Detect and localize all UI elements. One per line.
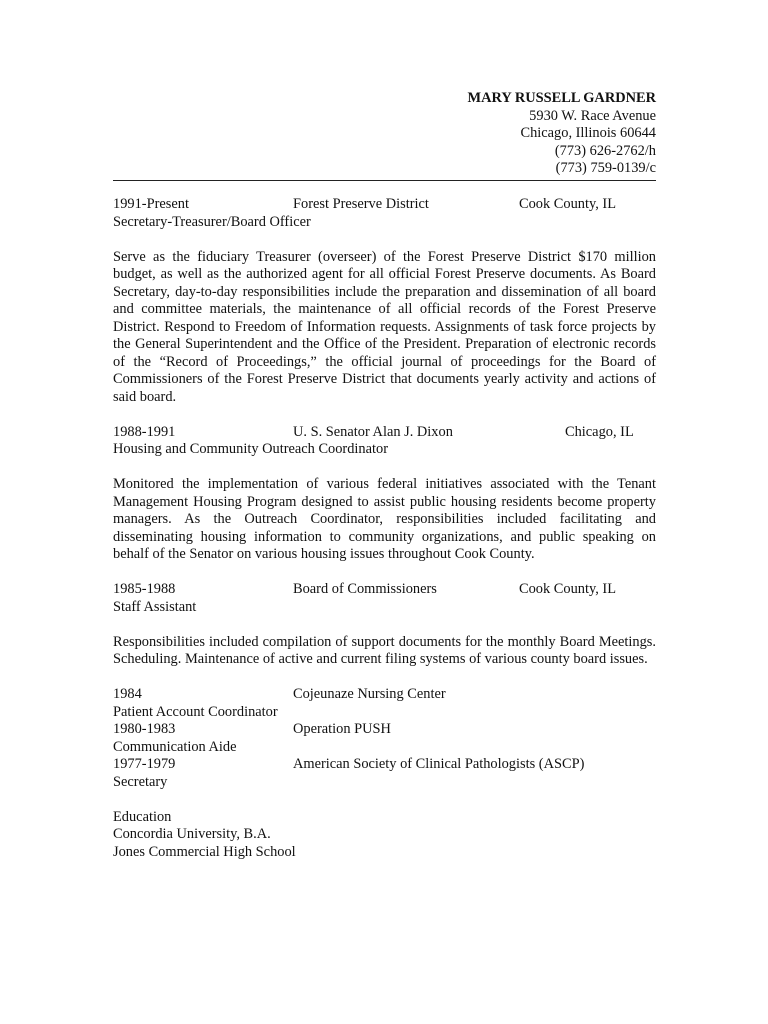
- job-organization: U. S. Senator Alan J. Dixon: [293, 423, 453, 440]
- contact-header: [468, 90, 656, 178]
- job-description: Responsibilities included compilation of support documents for the monthly Board Meetings. Scheduling. Maintenance of active and current filing systems of various county board issues.: [113, 633, 656, 667]
- earlier-job-title: Patient Account Coordinator: [113, 703, 278, 720]
- header-divider: [113, 180, 656, 181]
- job-title: Housing and Community Outreach Coordinator: [113, 441, 388, 457]
- earlier-job-years: 1977-1979: [113, 756, 176, 772]
- earlier-job-row: [113, 756, 656, 774]
- job-location: Chicago, IL: [565, 423, 634, 440]
- job-years: 1991-Present: [113, 196, 189, 212]
- job-title: Staff Assistant: [113, 598, 197, 615]
- earlier-job-organization: American Society of Clinical Pathologists (ASCP): [293, 756, 585, 772]
- job-years: 1985-1988: [113, 581, 176, 597]
- earlier-job-organization: Cojeunaze Nursing Center: [293, 686, 446, 702]
- job-years: 1988-1991: [113, 423, 176, 440]
- job-organization: Board of Commissioners: [293, 581, 437, 597]
- person-name: MARY RUSSELL GARDNER: [467, 90, 656, 106]
- earlier-job-row: [113, 686, 656, 704]
- earlier-job-years: 1984: [113, 686, 142, 702]
- job-header-row: [113, 581, 656, 599]
- job-organization: Forest Preserve District: [293, 196, 429, 212]
- job-location: Cook County, IL: [519, 196, 617, 212]
- education-heading: Education: [113, 808, 172, 825]
- earlier-job-title: Secretary: [113, 773, 168, 790]
- city-address: Chicago, Illinois 60644: [520, 125, 656, 141]
- education-item: Concordia University, B.A.: [113, 826, 271, 842]
- job-location: Cook County, IL: [519, 581, 617, 597]
- earlier-job-row: [113, 721, 656, 739]
- resume-body: [113, 196, 656, 861]
- home-phone: (773) 626-2762/h: [554, 142, 656, 159]
- earlier-job-title: Communication Aide: [113, 738, 237, 755]
- street-address: 5930 W. Race Avenue: [529, 107, 656, 124]
- job-header-row: [113, 196, 656, 214]
- job-header-row: [113, 424, 656, 442]
- job-description: Monitored the implementation of various federal initiatives associated with the Tenant Management Housing Program designed to assist public housing residents become property managers. As the Outreach Coordinator, responsibilities included facilitating and disseminating housing information to community organizations, and public speaking on behalf of the Senator on various housing issues throughout Cook County.: [113, 476, 656, 562]
- education-item: Jones Commercial High School: [113, 843, 296, 860]
- job-description: Serve as the fiduciary Treasurer (overseer) of the Forest Preserve District $170 million budget, as well as the authorized agent for all official Forest Preserve documents. As Board Secretary, day-to-day responsibilities include the preparation and dissemination of all board and committee materials, the maintenance of all official records of the Forest Preserve District. Respond to Freedom of Information requests. Assignments of task force projects by the General Superintendent and the Office of the President. Preparation of electronic records of the “Record of Proceedings,” the official journal of proceedings for the Board of Commissioners of the Forest Preserve District that documents yearly activity and actions of said board.: [113, 248, 656, 405]
- cell-phone: (773) 759-0139/c: [555, 160, 656, 176]
- job-title: Secretary-Treasurer/Board Officer: [113, 213, 311, 230]
- earlier-job-years: 1980-1983: [113, 721, 176, 737]
- earlier-job-organization: Operation PUSH: [293, 721, 391, 737]
